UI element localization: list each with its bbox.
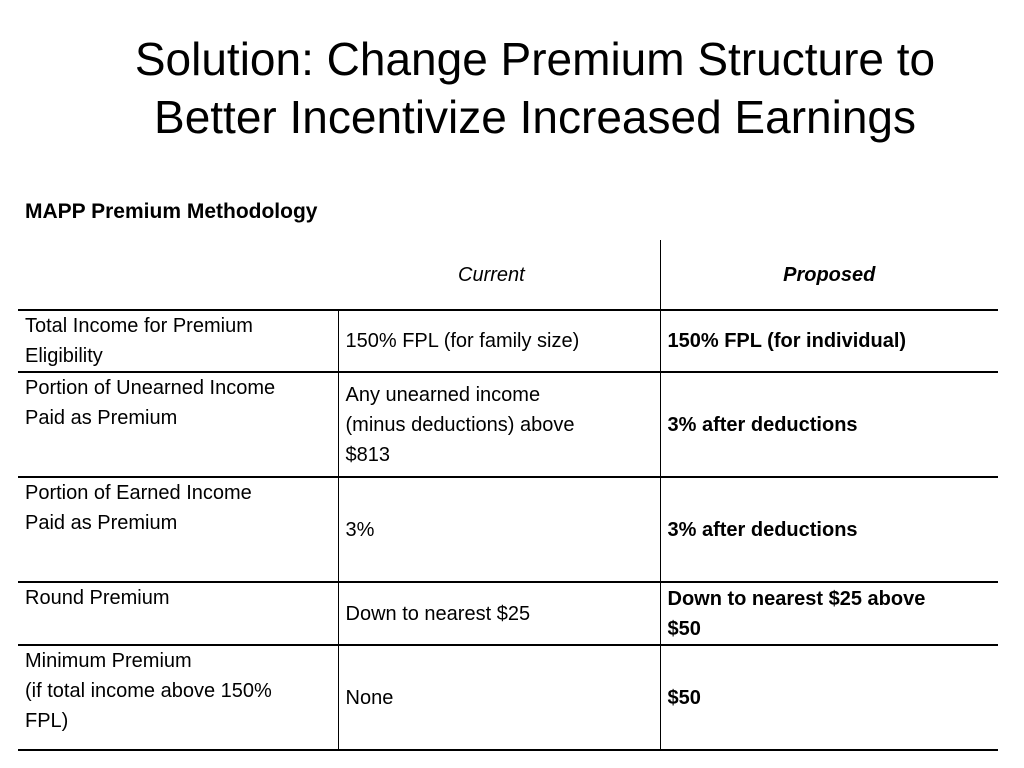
row-label-text: Total Income for Premium Eligibility [25, 315, 253, 367]
table-row [18, 310, 998, 372]
proposed-value-text: Down to nearest $25 above $50 [667, 587, 926, 640]
current-value [338, 477, 660, 582]
proposed-value [660, 372, 998, 477]
proposed-value [660, 645, 998, 750]
current-value [338, 645, 660, 750]
proposed-value [660, 310, 998, 372]
table-row [18, 582, 998, 645]
row-label [18, 582, 338, 645]
premium-methodology-table [18, 240, 998, 751]
table-subtitle: MAPP Premium Methodology [25, 200, 318, 223]
proposed-value [660, 582, 998, 645]
row-label [18, 645, 338, 750]
current-value [338, 582, 660, 645]
row-label-text: Portion of Earned Income Paid as Premium [25, 482, 252, 534]
table-row [18, 645, 998, 750]
table-row [18, 477, 998, 582]
row-label-text: Portion of Unearned Income Paid as Premium [25, 377, 276, 429]
row-label-text: Minimum Premium (if total income above 150% FPL) [25, 650, 272, 732]
row-label [18, 477, 338, 582]
current-value [338, 310, 660, 372]
proposed-value-text: $50 [667, 686, 701, 709]
current-value-text: None [345, 686, 394, 709]
header-current: Current [338, 240, 660, 310]
row-label [18, 372, 338, 477]
proposed-value [660, 477, 998, 582]
slide-title-line-1: Solution: Change Premium Structure to [134, 33, 936, 85]
proposed-value-text: 150% FPL (for individual) [667, 330, 907, 352]
slide-title [40, 30, 1024, 146]
table-header-row [18, 240, 998, 310]
row-label [18, 310, 338, 372]
slide-title-line-2: Better Incentivize Increased Earnings [154, 91, 916, 143]
proposed-value-text: 3% after deductions [667, 518, 858, 541]
current-value [338, 372, 660, 477]
current-value-text: Any unearned income (minus deductions) above $813 [345, 383, 575, 466]
header-blank [18, 240, 338, 310]
current-value-text: Down to nearest $25 [345, 602, 531, 625]
header-proposed: Proposed [660, 240, 998, 310]
current-value-text: 150% FPL (for family size) [345, 330, 580, 352]
row-label-text: Round Premium [25, 587, 170, 609]
current-value-text: 3% [345, 518, 375, 541]
table-row [18, 372, 998, 477]
proposed-value-text: 3% after deductions [667, 413, 858, 436]
